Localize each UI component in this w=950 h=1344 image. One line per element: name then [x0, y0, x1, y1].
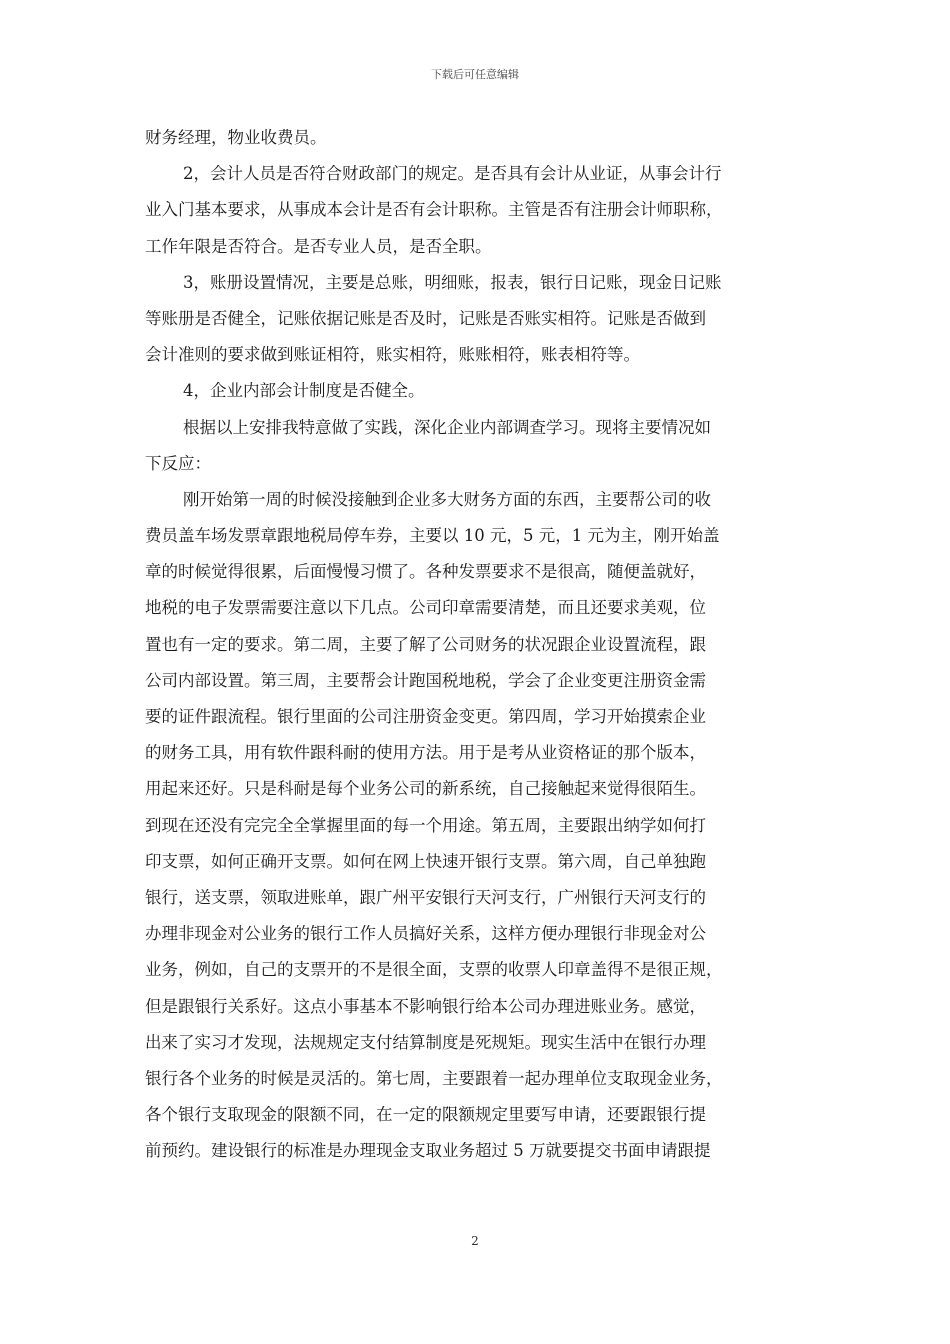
text-line: 业入门基本要求，从事成本会计是否有会计职称。主管是否有注册会计师职称， [145, 200, 723, 220]
document-body [145, 120, 805, 1169]
text-line: 印支票，如何正确开支票。如何在网上快速开银行支票。第六周，自己单独跑 [145, 851, 706, 871]
text-line: 银行，送支票，领取进账单，跟广州平安银行天河支行，广州银行天河支行的 [145, 887, 706, 907]
text-line: 到现在还没有完完全全掌握里面的每一个用途。第五周，主要跟出纳学如何打 [145, 815, 706, 835]
text-line: 各个银行支取现金的限额不同，在一定的限额规定里要写申请，还要跟银行提 [145, 1105, 706, 1125]
text-line: 根据以上安排我特意做了实践，深化企业内部调查学习。现将主要情况如 [183, 417, 711, 437]
text-line: 公司内部设置。第三周，主要帮会计跑国税地税，学会了企业变更注册资金需 [145, 670, 706, 690]
text-line: 费员盖车场发票章跟地税局停车券，主要以 10 元，5 元，1 元为主，刚开始盖 [145, 526, 720, 546]
text-line: 银行各个业务的时候是灵活的。第七周，主要跟着一起办理单位支取现金业务， [145, 1068, 723, 1088]
text-line: 下反应： [145, 453, 211, 473]
page-header: 下载后可任意编辑 [431, 68, 519, 81]
text-line: 章的时候觉得很累，后面慢慢习惯了。各种发票要求不是很高，随便盖就好， [145, 562, 706, 582]
text-line: 置也有一定的要求。第二周，主要了解了公司财务的状况跟企业设置流程，跟 [145, 634, 706, 654]
text-line: 用起来还好。只是科耐是每个业务公司的新系统，自己接触起来觉得很陌生。 [145, 779, 706, 799]
text-line: 出来了实习才发现，法规规定支付结算制度是死规矩。现实生活中在银行办理 [145, 1032, 706, 1052]
text-line: 办理非现金对公业务的银行工作人员搞好关系，这样方便办理银行非现金对公 [145, 924, 706, 944]
text-line: 地税的电子发票需要注意以下几点。公司印章需要清楚，而且还要求美观，位 [145, 598, 706, 618]
text-line: 刚开始第一周的时候没接触到企业多大财务方面的东西，主要帮公司的收 [183, 489, 711, 509]
text-line: 前预约。建设银行的标准是办理现金支取业务超过 5 万就要提交书面申请跟提 [145, 1141, 711, 1161]
text-line: 等账册是否健全，记账依据记账是否及时，记账是否账实相符。记账是否做到 [145, 308, 706, 328]
text-line: 财务经理，物业收费员。 [145, 128, 327, 147]
text-line: 业务，例如，自己的支票开的不是很全面，支票的收票人印章盖得不是很正规， [145, 960, 723, 980]
text-line: 工作年限是否符合。是否专业人员，是否全职。 [145, 236, 492, 256]
page-number: 2 [471, 1234, 479, 1248]
text-line: 3，账册设置情况，主要是总账，明细账，报表，银行日记账，现金日记账 [183, 272, 722, 292]
text-line: 4，企业内部会计制度是否健全。 [183, 381, 425, 401]
text-line: 会计准则的要求做到账证相符，账实相符，账账相符，账表相符等。 [145, 345, 640, 365]
text-line: 但是跟银行关系好。这点小事基本不影响银行给本公司办理进账业务。感觉， [145, 996, 706, 1016]
text-line: 的财务工具，用有软件跟科耐的使用方法。用于是考从业资格证的那个版本， [145, 743, 706, 763]
text-line: 2，会计人员是否符合财政部门的规定。是否具有会计从业证，从事会计行 [183, 164, 722, 184]
text-line: 要的证件跟流程。银行里面的公司注册资金变更。第四周，学习开始摸索企业 [145, 707, 706, 726]
